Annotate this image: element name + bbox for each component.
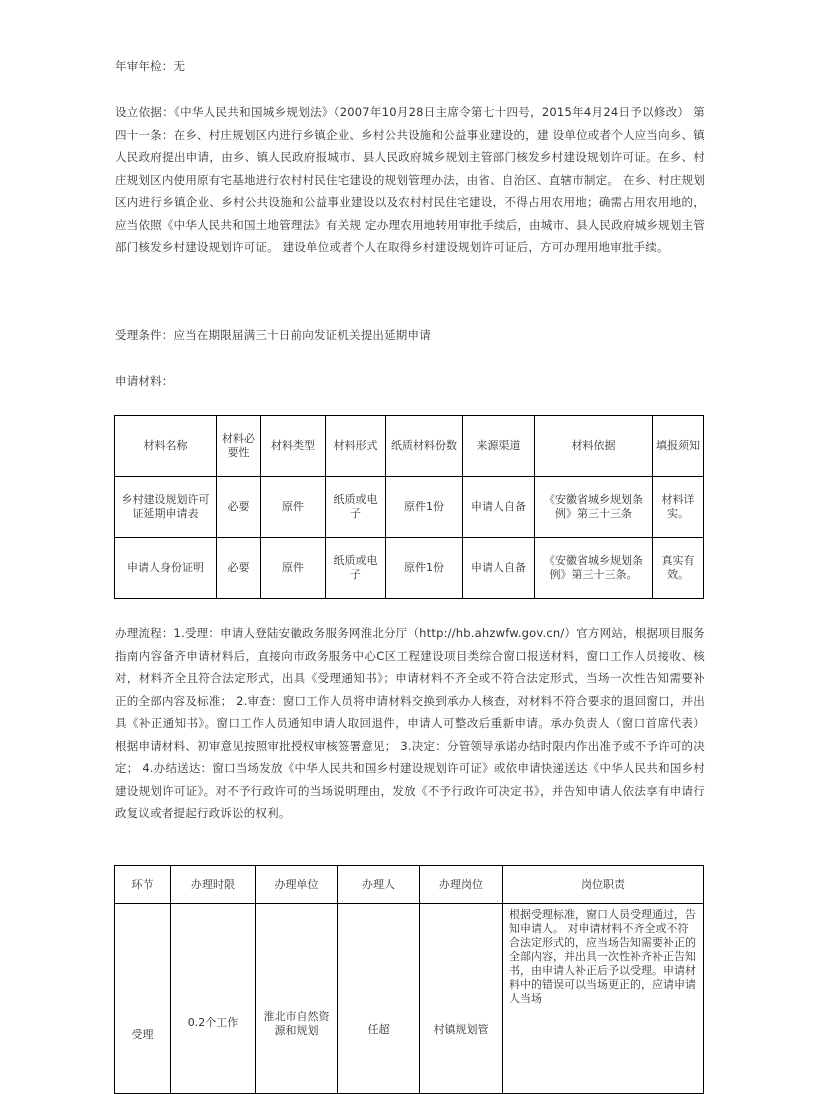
table-cell: 纸质或电子 <box>326 538 386 599</box>
table-cell: 0.2个工作 <box>171 904 256 1094</box>
basis-paragraph: 设立依据：《中华人民共和国城乡规划法》（2007年10月28日主席令第七十四号，2015年4月24日予以修改） 第四十一条：在乡、村庄规划区内进行乡镇企业、乡村公共设施和公益事业建设的，建 设单位或者个人应当向乡、镇人民政府提出申请，由乡、镇人民政府报城市、县人民政府城乡规划主管部门核发乡村建设规划许可证。在乡、村庄规划区内使用原有宅基地进行农村村民住宅建设的规划管理办法，由省、自治区、直辖市制定。 在乡、村庄规划区内进行乡镇企业、乡村公共设施和公益事业建设以及农村村民住宅建设，不得占用农用地；确需占用农用地的，应当依照《中华人民共和国土地管理法》有关规 定办理农用地转用审批手续后，由城市、县人民政府城乡规划主管部门核发乡村建设规划许可证。 建设单位或者个人在取得乡村建设规划许可证后，方可办理用地审批手续。 <box>115 105 705 254</box>
header-type: 材料类型 <box>261 416 326 477</box>
process-paragraph: 办理流程：1.受理：申请人登陆安徽政务服务网淮北分厅（http://hb.ahzwfw.gov.cn/）官方网站，根据项目服务指南内容备齐申请材料后，直接向市政务服务中心C区工程建设项目类综合窗口报送材料，窗口工作人员接收、核对，材料齐全且符合法定形式，出具《受理通知书》；申请材料不齐全或不符合法定形式，当场一次性告知需要补正的全部内容及标准； 2.审查：窗口工作人员将申请材料交换到承办人核查，对材料不符合要求的退回窗口，并出具《补正通知书》。窗口工作人员通知申请人取回退件，申请人可整改后重新申请。承办负责人（窗口首席代表）根据申请材料、初审意见按照审批授权审核签署意见； 3.决定：分管领导承诺办结时限内作出准予或不予许可的决定； 4.办结送达：窗口当场发放《中华人民共和国乡村建设规划许可证》或依申请快递送达《中华人民共和国乡村建设规划许可证》。对不予行政许可的当场说明理由，发放《不予行政许可决定书》，并告知申请人依法享有申请行政复议或者提起行政诉讼的权利。 <box>115 626 705 820</box>
table-cell: 受理 <box>115 904 171 1094</box>
table-cell: 《安徽省城乡规划条例》第三十三条 <box>535 477 653 538</box>
header-copies: 纸质材料份数 <box>386 416 463 477</box>
table-cell: 原件 <box>261 477 326 538</box>
table-cell: 申请人身份证明 <box>115 538 217 599</box>
table-cell: 纸质或电子 <box>326 477 386 538</box>
header-unit: 办理单位 <box>256 866 338 904</box>
table-cell: 根据受理标准，窗口人员受理通过，告知申请人。 对申请材料不齐全或不符合法定形式的，应当场告知需要补正的全部内容，并出具一次性补齐补正告知书，由申请人补正后予以受理。申请材料中的错误可以当场更正的，应请申请人当场 <box>503 904 704 1094</box>
materials-label: 申请材料： <box>115 374 174 388</box>
header-material-name: 材料名称 <box>115 416 217 477</box>
table-row <box>115 538 704 599</box>
table-row <box>115 904 704 1094</box>
table-cell: 村镇规划管 <box>420 904 503 1094</box>
annual-review-text: 年审年检：无 <box>115 59 186 73</box>
conditions-text: 受理条件：应当在期限届满三十日前向发证机关提出延期申请 <box>115 328 431 342</box>
table-cell: 原件1份 <box>386 538 463 599</box>
header-form: 材料形式 <box>326 416 386 477</box>
header-step: 环节 <box>115 866 171 904</box>
process-table <box>114 865 704 1094</box>
table-cell: 淮北市自然资源和规划 <box>256 904 338 1094</box>
table-cell: 申请人自备 <box>463 477 535 538</box>
table-cell: 《安徽省城乡规划条例》第三十三条。 <box>535 538 653 599</box>
header-duty: 岗位职责 <box>503 866 704 904</box>
materials-header-row <box>115 416 704 477</box>
table-row <box>115 477 704 538</box>
header-notes: 填报须知 <box>653 416 704 477</box>
table-cell: 材料详实。 <box>653 477 704 538</box>
table-cell: 申请人自备 <box>463 538 535 599</box>
header-time-limit: 办理时限 <box>171 866 256 904</box>
table-cell: 必要 <box>217 477 261 538</box>
header-basis: 材料依据 <box>535 416 653 477</box>
table-cell: 乡村建设规划许可证延期申请表 <box>115 477 217 538</box>
header-necessity: 材料必要性 <box>217 416 261 477</box>
materials-table <box>114 415 704 599</box>
header-post: 办理岗位 <box>420 866 503 904</box>
table-cell: 必要 <box>217 538 261 599</box>
table-cell: 原件1份 <box>386 477 463 538</box>
process-header-row <box>115 866 704 904</box>
header-source: 来源渠道 <box>463 416 535 477</box>
table-cell: 任超 <box>338 904 420 1094</box>
table-cell: 真实有效。 <box>653 538 704 599</box>
header-handler: 办理人 <box>338 866 420 904</box>
table-cell: 原件 <box>261 538 326 599</box>
